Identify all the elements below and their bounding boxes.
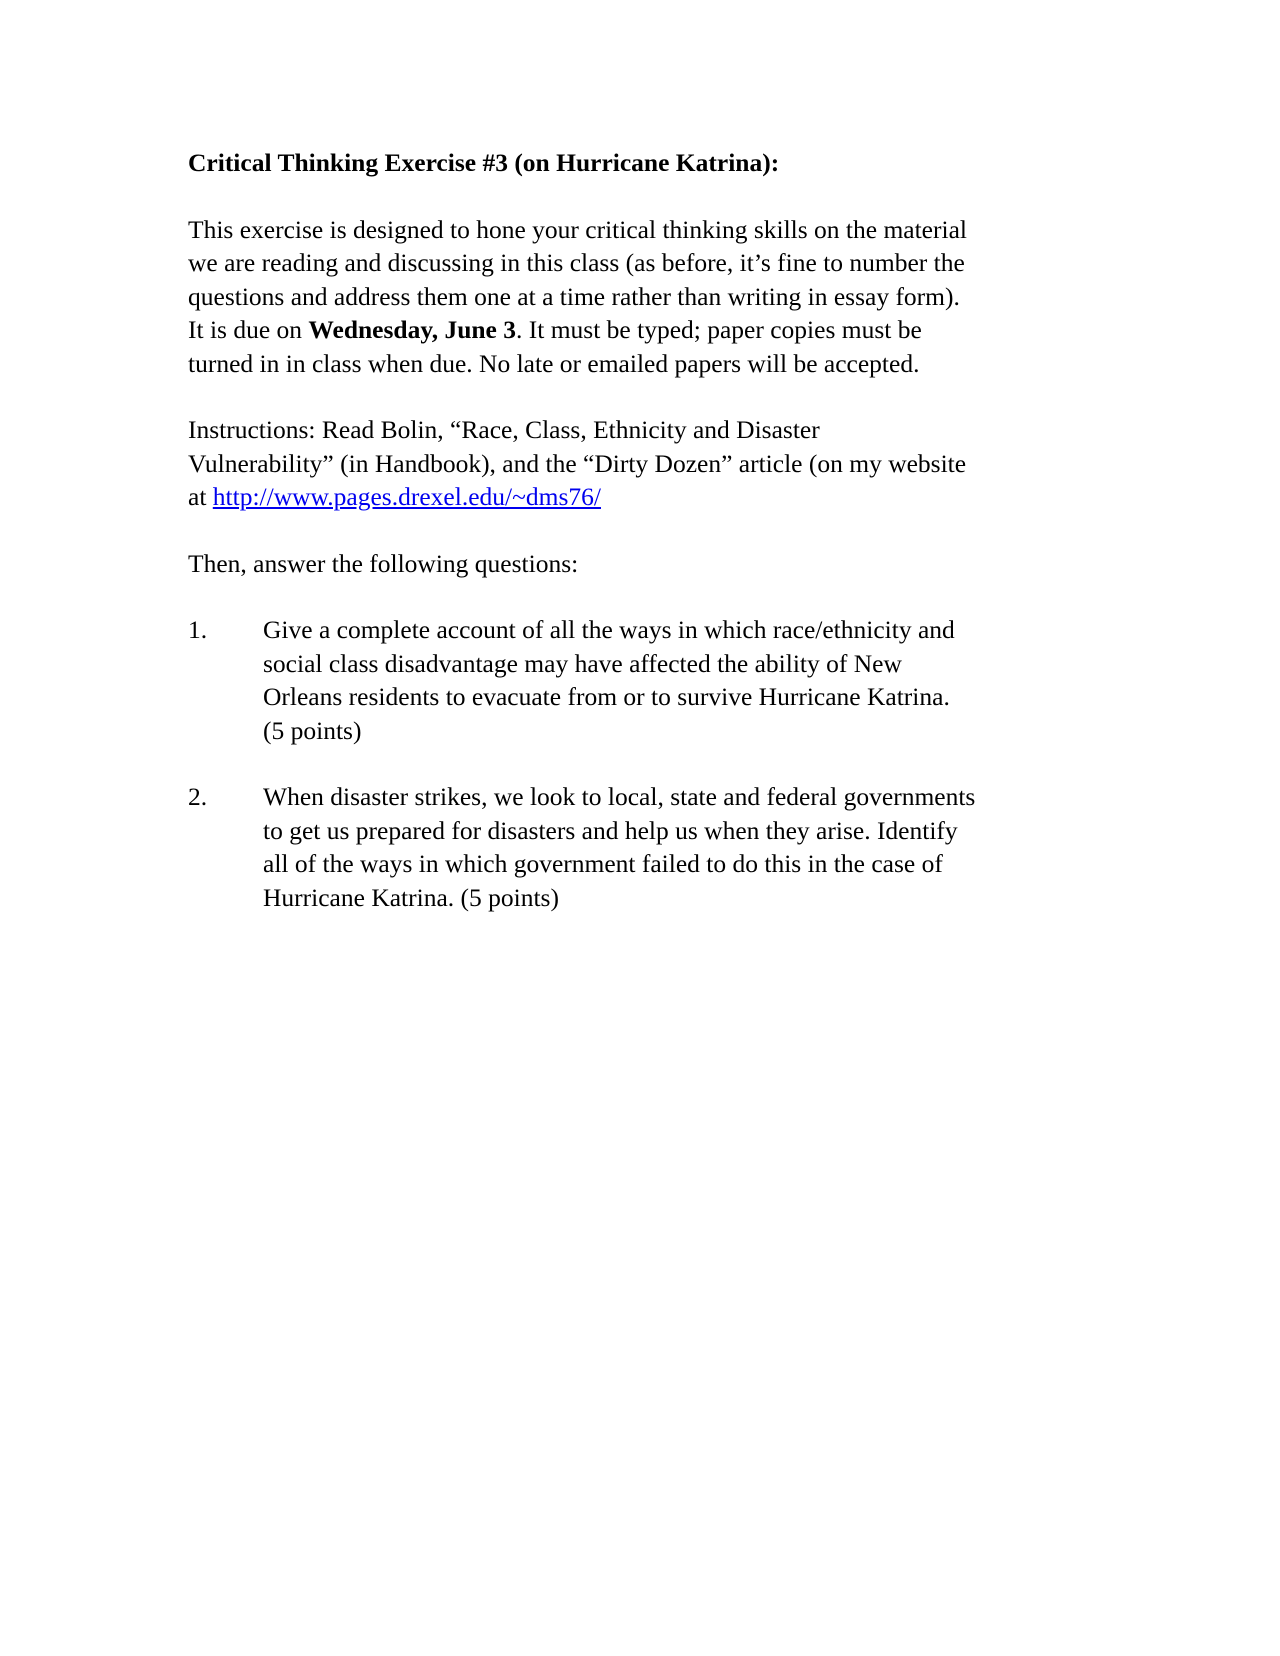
- question-line: to get us prepared for disasters and help us when they arise. Identify: [263, 815, 958, 845]
- intro-line: This exercise is designed to hone your critical thinking skills on the material: [188, 214, 967, 244]
- question-line: Orleans residents to evacuate from or to survive Hurricane Katrina.: [263, 682, 950, 711]
- instructions-line: [188, 480, 1088, 514]
- question-line: (5 points): [263, 715, 362, 745]
- website-link[interactable]: http://www.pages.drexel.edu/~dms76/: [212, 482, 601, 511]
- due-date: Wednesday, June 3: [308, 315, 517, 344]
- due-suffix: . It must be typed; paper copies must be: [516, 315, 922, 344]
- question-line: social class disadvantage may have affected the ability of New: [263, 648, 902, 678]
- question-line: all of the ways in which government failed to do this in the case of: [263, 849, 943, 878]
- question-item: [188, 613, 1088, 747]
- instructions-line: Instructions: Read Bolin, “Race, Class, Ethnicity and Disaster: [188, 415, 820, 444]
- intro-line: [188, 313, 1088, 347]
- intro-line: we are reading and discussing in this class (as before, it’s fine to number the: [188, 248, 965, 277]
- question-text: [263, 780, 975, 914]
- intro-line: turned in in class when due. No late or emailed papers will be accepted.: [188, 348, 920, 378]
- question-line: When disaster strikes, we look to local, state and federal governments: [263, 782, 976, 811]
- instructions-line: Vulnerability” (in Handbook), and the “Dirty Dozen” article (on my website: [188, 448, 967, 478]
- lead-in: Then, answer the following questions:: [188, 548, 579, 578]
- intro-line: questions and address them one at a time rather than writing in essay form).: [188, 281, 960, 311]
- instructions-paragraph: [188, 413, 1088, 514]
- due-prefix: It is due on: [188, 315, 309, 344]
- document-page: [188, 146, 1088, 947]
- question-text: [263, 613, 955, 747]
- question-line: Give a complete account of all the ways in which race/ethnicity and: [263, 615, 955, 644]
- question-number: 1.: [188, 615, 208, 644]
- intro-paragraph: [188, 213, 1088, 381]
- page-title: Critical Thinking Exercise #3 (on Hurricane Katrina):: [188, 148, 780, 177]
- question-item: [188, 780, 1088, 914]
- question-line: Hurricane Katrina. (5 points): [263, 882, 559, 912]
- question-list: [188, 613, 1088, 914]
- url-prefix: at: [188, 482, 213, 511]
- question-number: 2.: [188, 782, 208, 811]
